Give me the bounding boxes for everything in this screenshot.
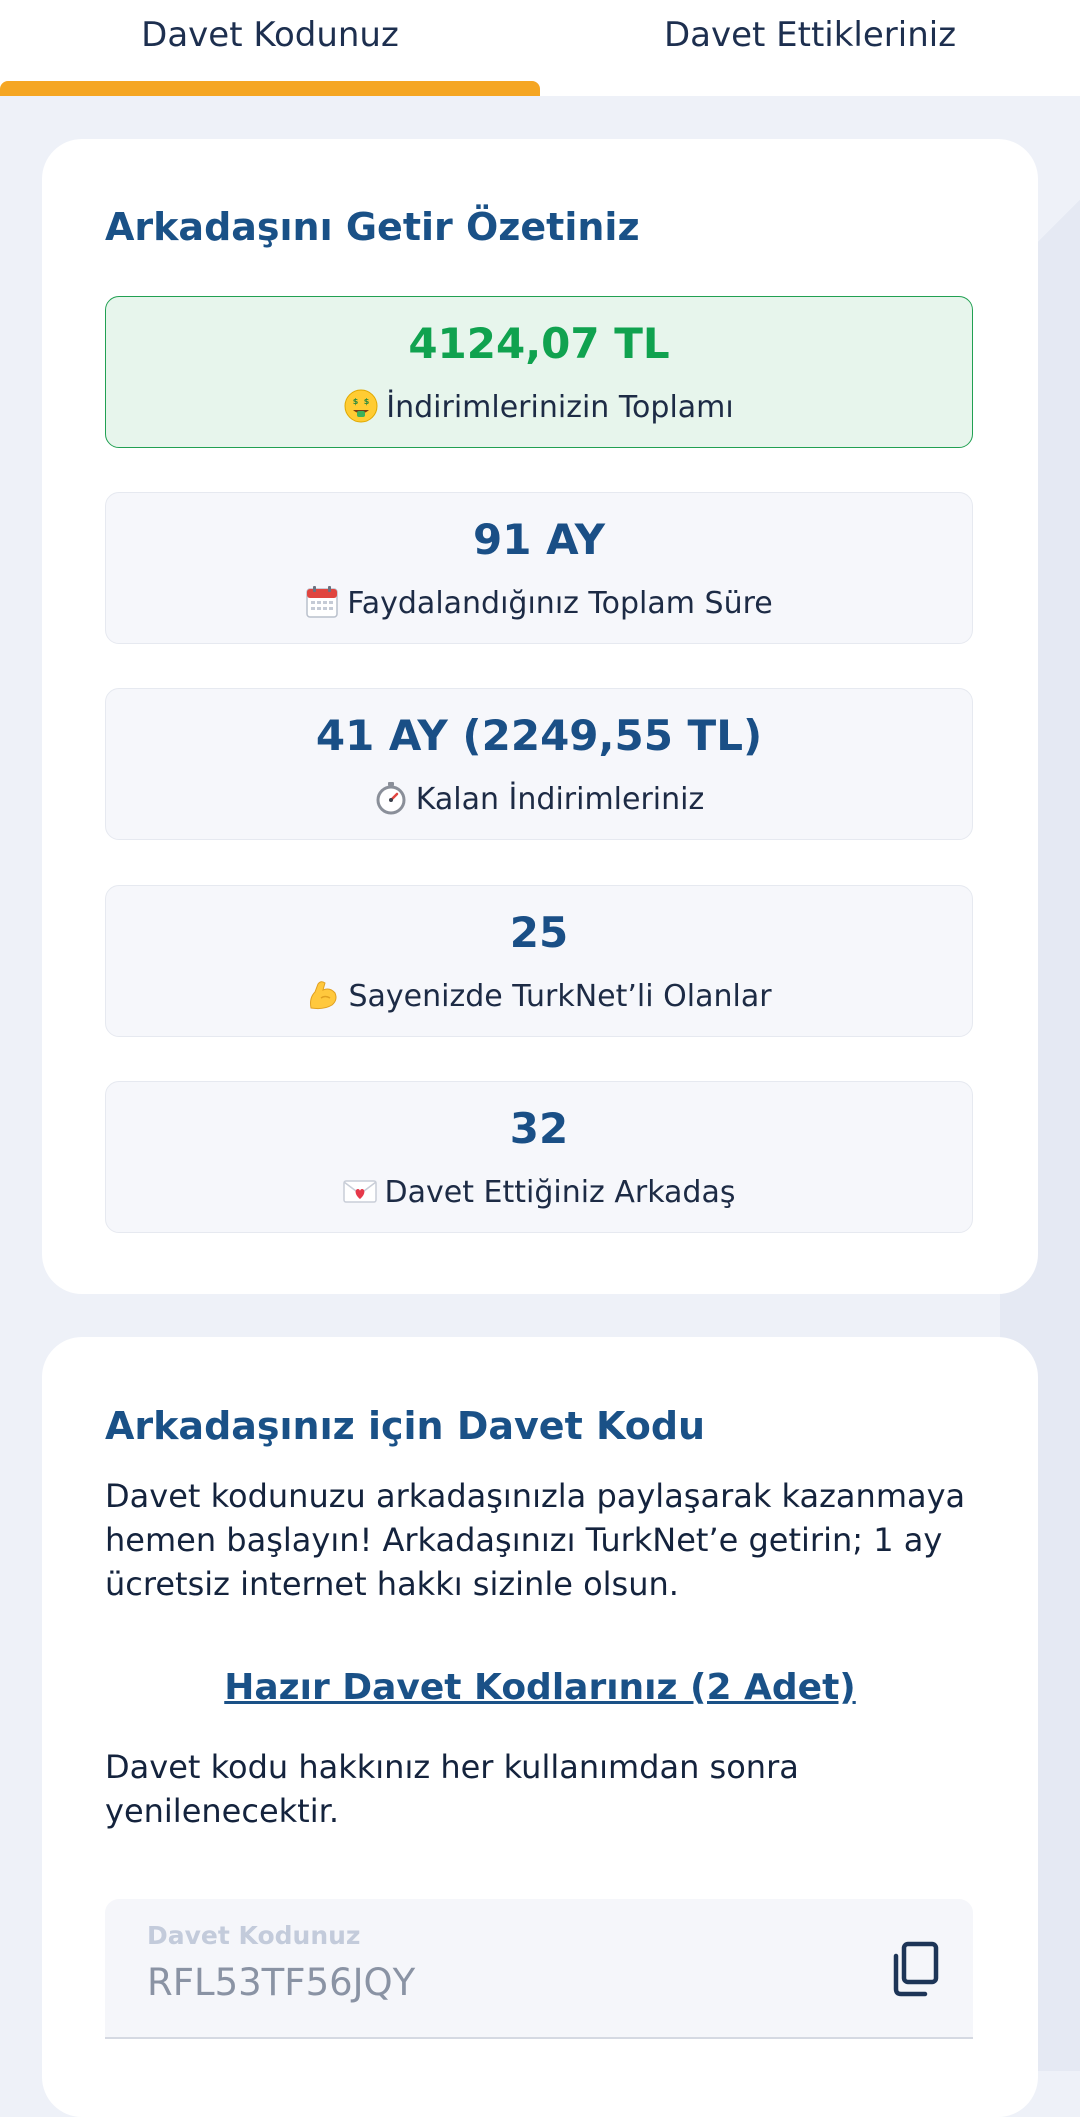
stat-label-row [106,389,972,427]
stat-label-row [106,978,972,1016]
renew-note: Davet kodu hakkınız her kullanımdan sonra yenilenecektir. [105,1748,799,1830]
stat-value: 41 AY (2249,55 TL) [315,711,763,760]
stat-invited-friends [105,1081,973,1233]
stat-label: Davet Ettiğiniz Arkadaş [384,1175,736,1210]
invite-description: Davet kodunuzu arkadaşınızla paylaşarak kazanmaya hemen başlayın! Arkadaşınızı TurkNet’e getirin; 1 ay ücretsiz internet hakkı sizinle olsun. [105,1477,966,1603]
active-tab-indicator [0,81,540,96]
invite-code-card [42,1337,1038,2117]
tab-invited-friends[interactable]: Davet Ettikleriniz [663,15,957,55]
tab-invite-code[interactable]: Davet Kodunuz [141,15,399,55]
copy-icon[interactable] [887,1939,943,1999]
stat-label: Sayenizde TurkNet’li Olanlar [348,979,772,1014]
stat-value: 32 [509,1104,569,1153]
money-mouth-face-icon [344,389,378,423]
stat-label: İndirimlerinizin Toplamı [386,390,734,425]
stat-value: 91 AY [473,515,605,564]
stat-value: 25 [509,908,569,957]
invite-title: Arkadaşınız için Davet Kodu [105,1404,706,1448]
stat-label: Kalan İndirimleriniz [415,782,705,817]
stat-value: 4124,07 TL [408,319,670,368]
invite-code-field[interactable] [105,1899,973,2039]
stat-label-row [106,781,972,819]
tab-bar [0,0,1080,96]
calendar-icon [305,585,339,619]
ready-invite-codes-link[interactable]: Hazır Davet Kodlarınız (2 Adet) [224,1667,856,1708]
svg-text:$: $ [352,397,359,406]
stat-label: Faydalandığınız Toplam Süre [347,586,773,621]
invite-code-label: Davet Kodunuz [147,1921,361,1950]
stat-label-row [106,1174,972,1212]
stat-joined-via-you [105,885,973,1037]
summary-title: Arkadaşını Getir Özetiniz [105,205,640,249]
stat-remaining-discounts [105,688,973,840]
stopwatch-icon [374,781,408,815]
stat-total-discount [105,296,973,448]
love-letter-icon [343,1174,377,1208]
invite-code-value: RFL53TF56JQY [147,1961,416,2004]
flexed-biceps-icon [306,978,340,1012]
summary-card [42,139,1038,1294]
stat-label-row [106,585,972,623]
stat-total-duration [105,492,973,644]
svg-text:$: $ [363,397,370,406]
